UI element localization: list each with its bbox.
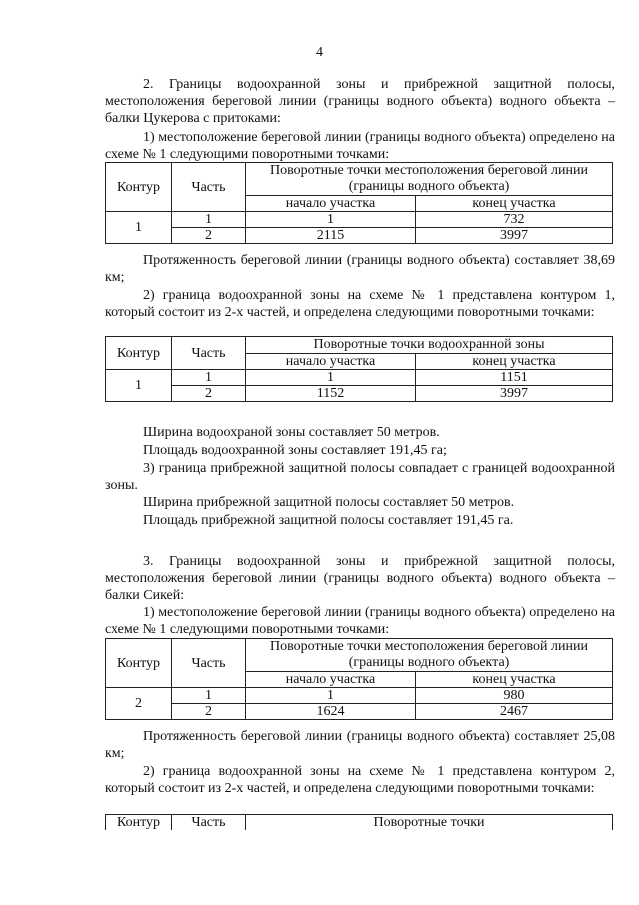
section2-length: Протяженность береговой линии (границы водного объекта) составляет 38,69 км; (105, 253, 615, 285)
cell-part: 2 (172, 704, 246, 720)
cell-start: 2115 (246, 228, 416, 244)
cell-part: 2 (172, 228, 246, 244)
header-contour: Контур (106, 639, 172, 688)
header-part: Часть (172, 815, 246, 831)
header-contour: Контур (106, 163, 172, 212)
section2-item1: 1) местоположение береговой линии (границы водного объекта) определено на схеме № 1 следующими поворотными точками: (105, 130, 615, 162)
cell-start: 1 (246, 212, 416, 228)
header-start: начало участка (246, 354, 416, 370)
table-row (106, 370, 613, 386)
cell-contour: 2 (106, 688, 172, 720)
section3-shoreline-table (105, 638, 613, 720)
cell-end: 2467 (416, 704, 613, 720)
cell-end: 980 (416, 688, 613, 704)
section2-item3: 3) граница прибрежной защитной полосы совпадает с границей водоохранной зоны. (105, 461, 615, 493)
cell-start: 1 (246, 688, 416, 704)
zone-width: Ширина водоохраной зоны составляет 50 метров. (143, 425, 440, 440)
section3-heading: 3. Границы водоохранной зоны и прибрежной защитной полосы, местоположения береговой линии (границы водного объекта) водного объекта – балки Сикей: (105, 554, 615, 603)
cell-end: 732 (416, 212, 613, 228)
cell-end: 3997 (416, 228, 613, 244)
section2-zone-table (105, 336, 613, 402)
cell-start: 1152 (246, 386, 416, 402)
table-row (106, 386, 613, 402)
table-row (106, 228, 613, 244)
header-end: конец участка (416, 196, 613, 212)
strip-area: Площадь прибрежной защитной полосы составляет 191,45 га. (143, 513, 514, 528)
cell-end: 3997 (416, 386, 613, 402)
zone-area: Площадь водоохранной зоны составляет 191,45 га; (143, 443, 447, 458)
section3-item1: 1) местоположение береговой линии (границы водного объекта) определено на схеме № 1 следующими поворотными точками: (105, 605, 615, 637)
section3-length: Протяженность береговой линии (границы водного объекта) составляет 25,08 км; (105, 729, 615, 761)
header-points: Поворотные точки местоположения береговой линии (границы водного объекта) (246, 163, 613, 196)
cell-end: 1151 (416, 370, 613, 386)
section2-item2: 2) граница водоохранной зоны на схеме № 1 представлена контуром 1, который состоит из 2-х частей, и определена следующими поворотными точками: (105, 288, 615, 320)
header-part: Часть (172, 163, 246, 212)
section3-item2: 2) граница водоохранной зоны на схеме № 1 представлена контуром 2, который состоит из 2-х частей, и определена следующими поворотными точками: (105, 764, 615, 796)
section2-shoreline-table (105, 162, 613, 244)
table-row (106, 688, 613, 704)
header-contour: Контур (106, 337, 172, 370)
cell-contour: 1 (106, 370, 172, 402)
cell-part: 1 (172, 212, 246, 228)
section2-heading: 2. Границы водоохранной зоны и прибрежной защитной полосы, местоположения береговой линии (границы водного объекта) водного объекта – балки Цукерова с притоками: (105, 77, 615, 126)
cell-contour: 1 (106, 212, 172, 244)
header-part: Часть (172, 639, 246, 688)
header-points: Поворотные точки местоположения береговой линии (границы водного объекта) (246, 639, 613, 672)
header-points: Поворотные точки водоохранной зоны (246, 337, 613, 354)
header-contour: Контур (106, 815, 172, 831)
cell-part: 2 (172, 386, 246, 402)
header-start: начало участка (246, 196, 416, 212)
table-row (106, 704, 613, 720)
header-points: Поворотные точки (246, 815, 613, 831)
cell-start: 1 (246, 370, 416, 386)
cell-part: 1 (172, 688, 246, 704)
header-start: начало участка (246, 672, 416, 688)
cell-part: 1 (172, 370, 246, 386)
section3-zone-table (105, 814, 613, 830)
header-end: конец участка (416, 354, 613, 370)
table-row (106, 212, 613, 228)
strip-width: Ширина прибрежной защитной полосы составляет 50 метров. (143, 495, 515, 510)
header-end: конец участка (416, 672, 613, 688)
cell-start: 1624 (246, 704, 416, 720)
page-number: 4 (316, 45, 323, 60)
header-part: Часть (172, 337, 246, 370)
